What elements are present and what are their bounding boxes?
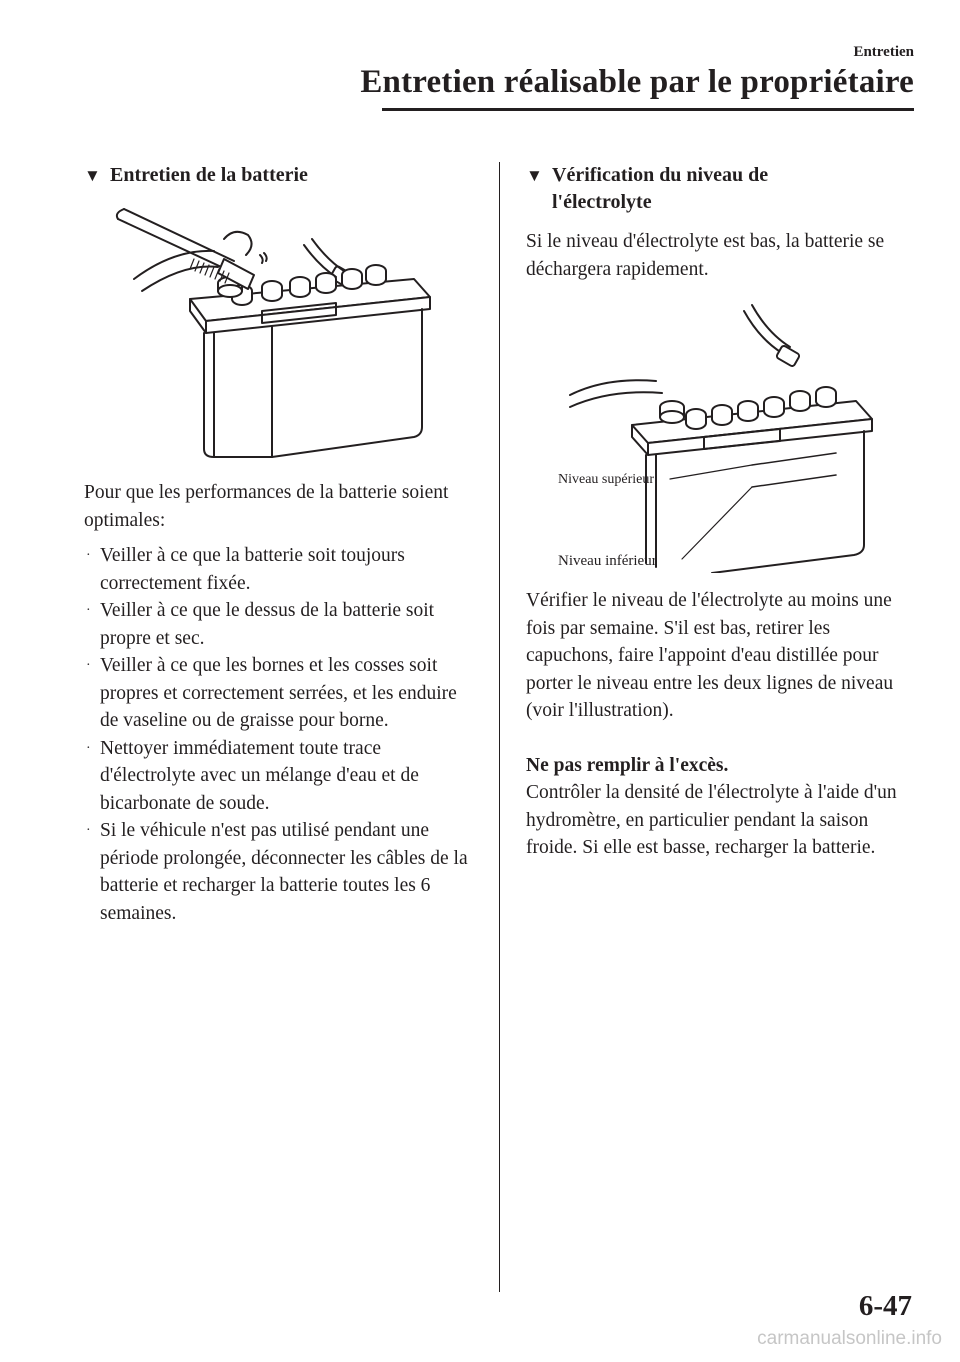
page-title: Entretien réalisable par le propriétaire xyxy=(360,64,914,100)
list-item: · Veiller à ce que les bornes et les cosses soit propres et correctement serrées, et les enduire de vaseline ou de graisse pour borne. xyxy=(100,652,479,735)
electrolyte-level-illustration xyxy=(526,297,916,573)
list-item: · Si le véhicule n'est pas utilisé pendant une période prolongée, déconnecter les câbles de la batterie et recharger la batterie toutes les 6 semaines. xyxy=(100,817,479,927)
overfill-warning: Ne pas remplir à l'excès. xyxy=(526,754,729,776)
list-item: · Veiller à ce que la batterie soit toujours correctement fixée. xyxy=(100,542,479,597)
hydrometer-paragraph: Contrôler la densité de l'électrolyte à l'aide d'un hydromètre, en particulier pendant la saison froide. Si elle est basse, recharger la batterie. xyxy=(526,782,897,858)
middle-dot-icon: · xyxy=(86,823,91,838)
heading-text: Entretien de la batterie xyxy=(110,164,308,186)
maintenance-list xyxy=(84,542,479,927)
page-number: 6-47 xyxy=(858,1290,912,1322)
electrolyte-intro-paragraph: Si le niveau d'électrolyte est bas, la batterie se déchargera rapidement. xyxy=(526,231,885,280)
section-heading-battery-maintenance xyxy=(84,162,479,189)
left-column xyxy=(84,162,479,927)
upper-level-label: Niveau supérieur xyxy=(558,472,655,487)
heading-text-line2: l'électrolyte xyxy=(552,191,652,213)
watermark: carmanualsonline.info xyxy=(757,1328,942,1349)
section-heading-electrolyte-level xyxy=(526,162,921,216)
list-item: · Nettoyer immédiatement toute trace d'électrolyte avec un mélange d'eau et de bicarbonate de soude. xyxy=(100,735,479,818)
column-divider xyxy=(499,162,500,1292)
header-rule xyxy=(382,108,914,111)
right-column xyxy=(526,162,921,862)
heading-text-line1: Vérification du niveau de xyxy=(552,164,769,186)
middle-dot-icon: · xyxy=(86,740,91,756)
list-item: · Veiller à ce que le dessus de la batterie soit propre et sec. xyxy=(100,597,479,652)
battery-cleaning-illustration xyxy=(114,199,474,467)
lower-level-label: Niveau inférieur xyxy=(558,553,657,569)
triangle-down-icon: ▼ xyxy=(84,166,101,185)
check-level-paragraph: Vérifier le niveau de l'électrolyte au moins une fois par semaine. S'il est bas, retirer les capuchons, faire l'appoint d'eau distillée pour porter le niveau entre les deux lignes de niveau (voir l'illustration). xyxy=(526,590,894,721)
intro-paragraph: Pour que les performances de la batterie soient optimales: xyxy=(84,482,449,531)
triangle-down-icon: ▼ xyxy=(526,166,543,185)
header-section: Entretien xyxy=(853,44,914,60)
middle-dot-icon: · xyxy=(86,603,91,618)
middle-dot-icon: · xyxy=(86,658,91,673)
middle-dot-icon: · xyxy=(86,548,91,563)
